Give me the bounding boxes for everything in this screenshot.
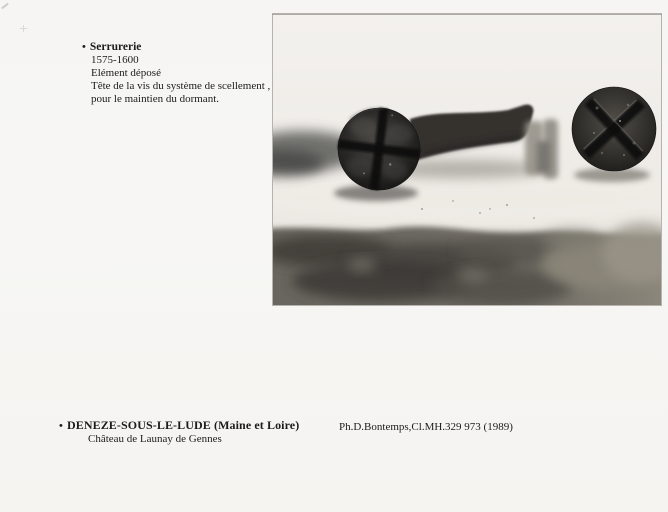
location-title: DENEZE-SOUS-LE-LUDE (Maine et Loire) <box>66 418 300 432</box>
photo-right-screw-head <box>572 87 656 171</box>
catalog-entry <box>82 41 270 106</box>
photo-foreground-blur <box>272 223 662 306</box>
catalog-line-description-1: Tête de la vis du système de scellement , <box>91 80 271 92</box>
catalog-line-description-2: pour le maintien du dormant. <box>91 93 219 105</box>
scan-corner-tick-mark <box>1 3 9 10</box>
catalog-date-range: 1575-1600 <box>91 54 139 66</box>
photo-svg <box>272 13 662 306</box>
catalog-line-element: Elément déposé <box>91 67 161 79</box>
photo-blurred-hardware <box>525 119 558 179</box>
location-entry <box>59 419 299 446</box>
location-subtitle: Château de Launay de Gennes <box>88 433 222 445</box>
photograph <box>272 13 662 306</box>
bullet-marker: • <box>59 420 63 432</box>
registration-cross-mark <box>20 25 27 32</box>
bullet-marker: • <box>82 41 86 53</box>
catalog-title: Serrurerie <box>89 41 142 53</box>
photo-credit: Ph.D.Bontemps,Cl.MH.329 973 (1989) <box>339 421 513 433</box>
